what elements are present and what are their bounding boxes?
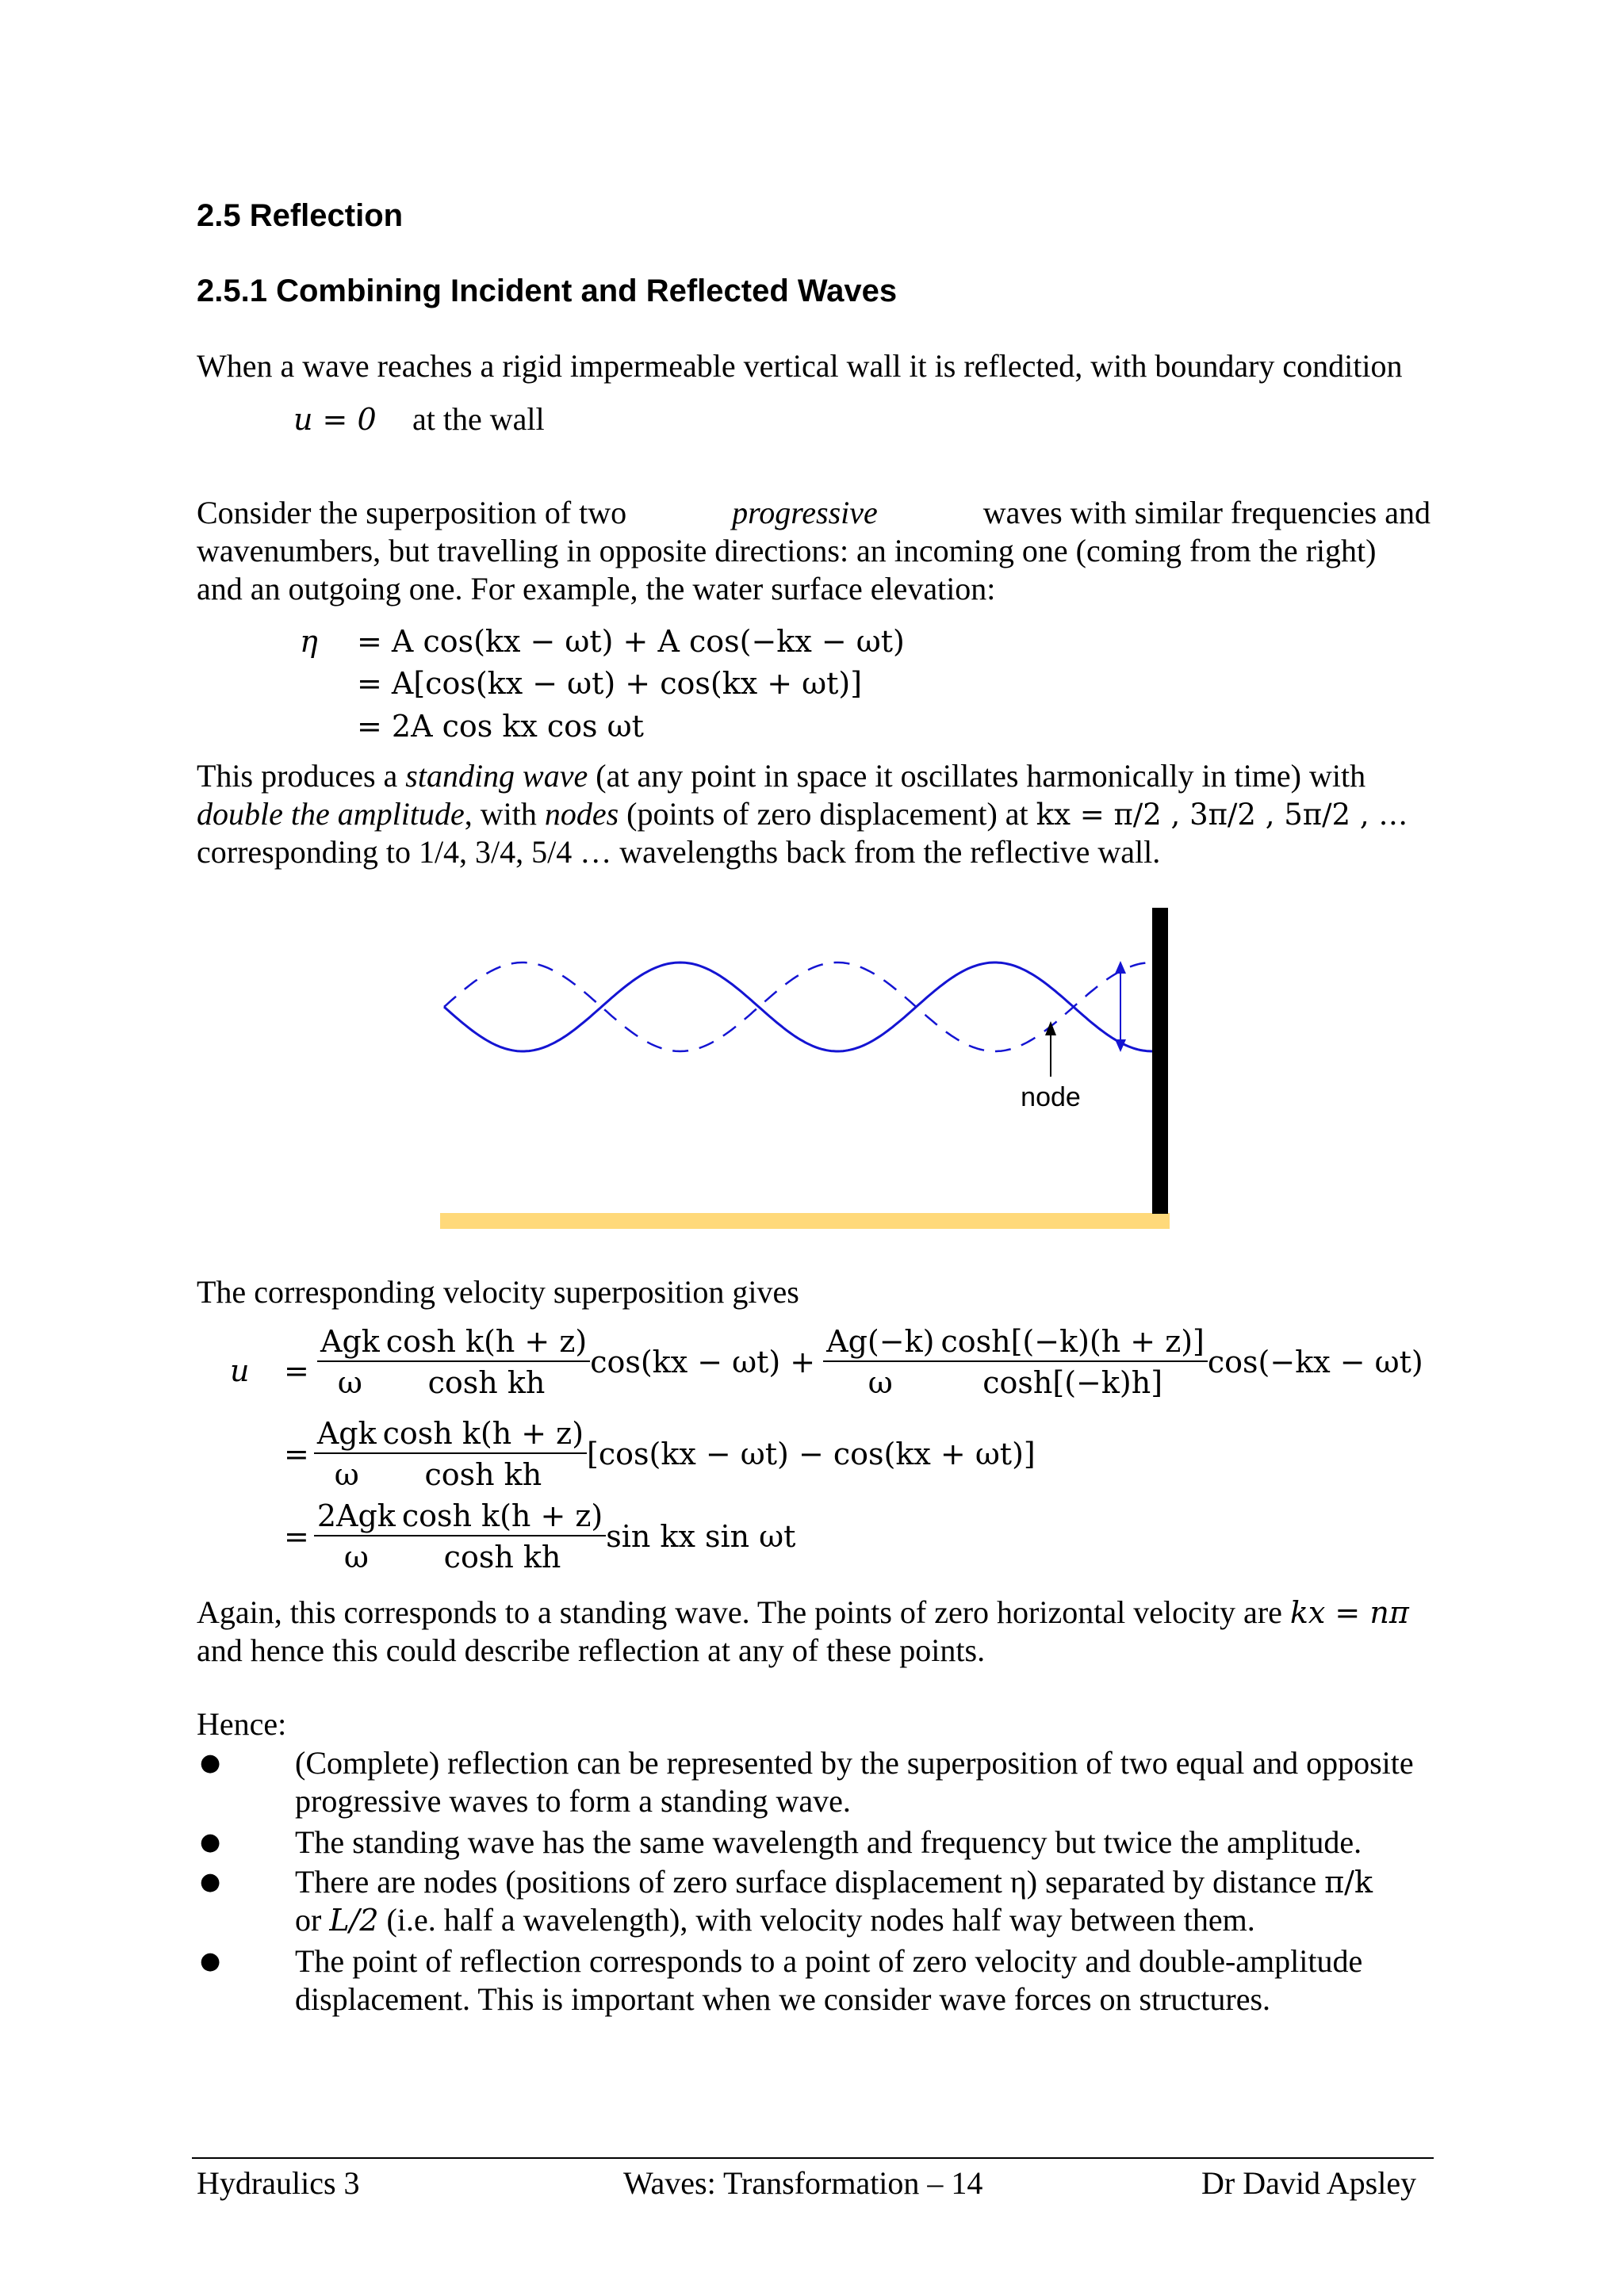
u-equals: =	[284, 1353, 309, 1388]
standing-wave-figure	[428, 896, 1221, 1245]
eta-equation-line1: = A cos(kx − ωt) + A cos(−kx − ωt)	[357, 624, 905, 659]
bullet-marker-1: ●	[200, 1749, 221, 1777]
emphasis-progressive: progressive	[732, 495, 878, 530]
bullet-2-line1: The standing wave has the same wavelength and frequency but twice the amplitude.	[295, 1824, 1362, 1860]
sea-bed	[440, 1213, 1170, 1229]
reflecting-wall	[1152, 908, 1168, 1214]
bullet-4-line1: The point of reflection corresponds to a point of zero velocity and double-amplitude	[295, 1943, 1363, 1979]
eta-lhs: η	[300, 624, 318, 659]
node-label: node	[1021, 1082, 1081, 1112]
eta-equation-line3: = 2A cos kx cos ωt	[357, 709, 644, 744]
footer-rule	[192, 2157, 1434, 2159]
fraction-agk-omega: $\frac{\text{Agk}}{\omega}$	[317, 1324, 383, 1400]
bullet-marker-4: ●	[200, 1947, 221, 1975]
fraction-cosh-ratio: $\frac{\text{cosh k(h + z)}}{\text{cosh kh}}$	[383, 1324, 590, 1400]
footer-left: Hydraulics 3	[197, 2165, 360, 2201]
paragraph-superposition-line3: and an outgoing one. For example, the water surface elevation:	[197, 571, 996, 607]
node-positions-math: kx = π/2 , 3π/2 , 5π/2 , …	[1036, 798, 1408, 832]
bullet-1-line2: progressive waves to form a standing wave.	[295, 1783, 851, 1819]
u-equation-line3: = $\frac{\text{2Agk}}{\omega}$ $\frac{\text{cosh k(h + z)}}{\text{cosh kh}}$ sin kx sin ωt	[284, 1498, 796, 1575]
section-heading: 2.5 Reflection	[197, 198, 404, 233]
emphasis-double-amplitude: double the amplitude	[197, 796, 465, 832]
u-equation-line1: $\frac{\text{Agk}}{\omega}$ $\frac{\text{cosh k(h + z)}}{\text{cosh kh}}$ cos(kx − ωt) + $\frac{Ag(-k)}{\omega}$ $\frac{\cosh[(-k)(h + z)]}{\cosh[(-k)h]}$ cos(−kx − ωt)	[317, 1324, 1423, 1400]
eta-equation-line2: = A[cos(kx − ωt) + cos(kx + ωt)]	[357, 666, 863, 701]
zero-velocity-math: kx = nπ	[1289, 1595, 1409, 1630]
paragraph-velocity-intro: The corresponding velocity superposition gives	[197, 1274, 799, 1310]
bullet-3-line1: There are nodes (positions of zero surface displacement η) separated by distance π/k	[295, 1864, 1373, 1900]
paragraph-standing-wave-line2: double the amplitude, with nodes (points of zero displacement) at kx = π/2 , 3π/2 , 5π/2 , …	[197, 796, 1408, 832]
hence-label: Hence:	[197, 1706, 287, 1742]
emphasis-nodes: nodes	[544, 796, 619, 832]
paragraph-superposition-line1: Consider the superposition of two progressive waves with similar frequencies and	[197, 495, 1431, 530]
paragraph-again-line1: Again, this corresponds to a standing wave. The points of zero horizontal velocity are kx = nπ	[197, 1594, 1409, 1630]
boundary-condition-equation: u = 0	[293, 402, 377, 437]
paragraph-standing-wave-line3: corresponding to 1/4, 3/4, 5/4 … wavelengths back from the reflective wall.	[197, 834, 1161, 870]
subsection-heading: 2.5.1 Combining Incident and Reflected Waves	[197, 274, 898, 308]
u-lhs: u	[230, 1353, 250, 1388]
u-equation-line2: = $\frac{\text{Agk}}{\omega}$ $\frac{\text{cosh k(h + z)}}{\text{cosh kh}}$ [cos(kx − ωt) − cos(kx + ωt)]	[284, 1416, 1036, 1492]
bullet-marker-2: ●	[200, 1828, 221, 1856]
paragraph-standing-wave-line1: This produces a standing wave (at any point in space it oscillates harmonically in time) with	[197, 758, 1366, 794]
paragraph-superposition-line2: wavenumbers, but travelling in opposite directions: an incoming one (coming from the right)	[197, 533, 1377, 568]
boundary-condition-text: at the wall	[412, 401, 545, 437]
bullet-3-line2: or L/2 (i.e. half a wavelength), with velocity nodes half way between them.	[295, 1902, 1255, 1938]
bullet-4-line2: displacement. This is important when we consider wave forces on structures.	[295, 1981, 1271, 2017]
fraction-cosh-negk-ratio: $\frac{\cosh[(-k)(h + z)]}{\cosh[(-k)h]}$	[937, 1324, 1207, 1400]
paragraph-intro: When a wave reaches a rigid impermeable vertical wall it is reflected, with boundary condition	[197, 348, 1403, 384]
bullet-marker-3: ●	[200, 1868, 221, 1896]
paragraph-again-line2: and hence this could describe reflection at any of these points.	[197, 1632, 986, 1668]
bullet-1-line1: (Complete) reflection can be represented by the superposition of two equal and opposite	[295, 1745, 1414, 1781]
amplitude-arrowhead-top	[1115, 961, 1126, 974]
footer-right: Dr David Apsley	[1201, 2165, 1417, 2201]
footer-center: Waves: Transformation – 14	[623, 2165, 983, 2201]
emphasis-standing-wave: standing wave	[405, 758, 588, 794]
fraction-ag-negk-omega: $\frac{Ag(-k)}{\omega}$	[823, 1324, 937, 1400]
